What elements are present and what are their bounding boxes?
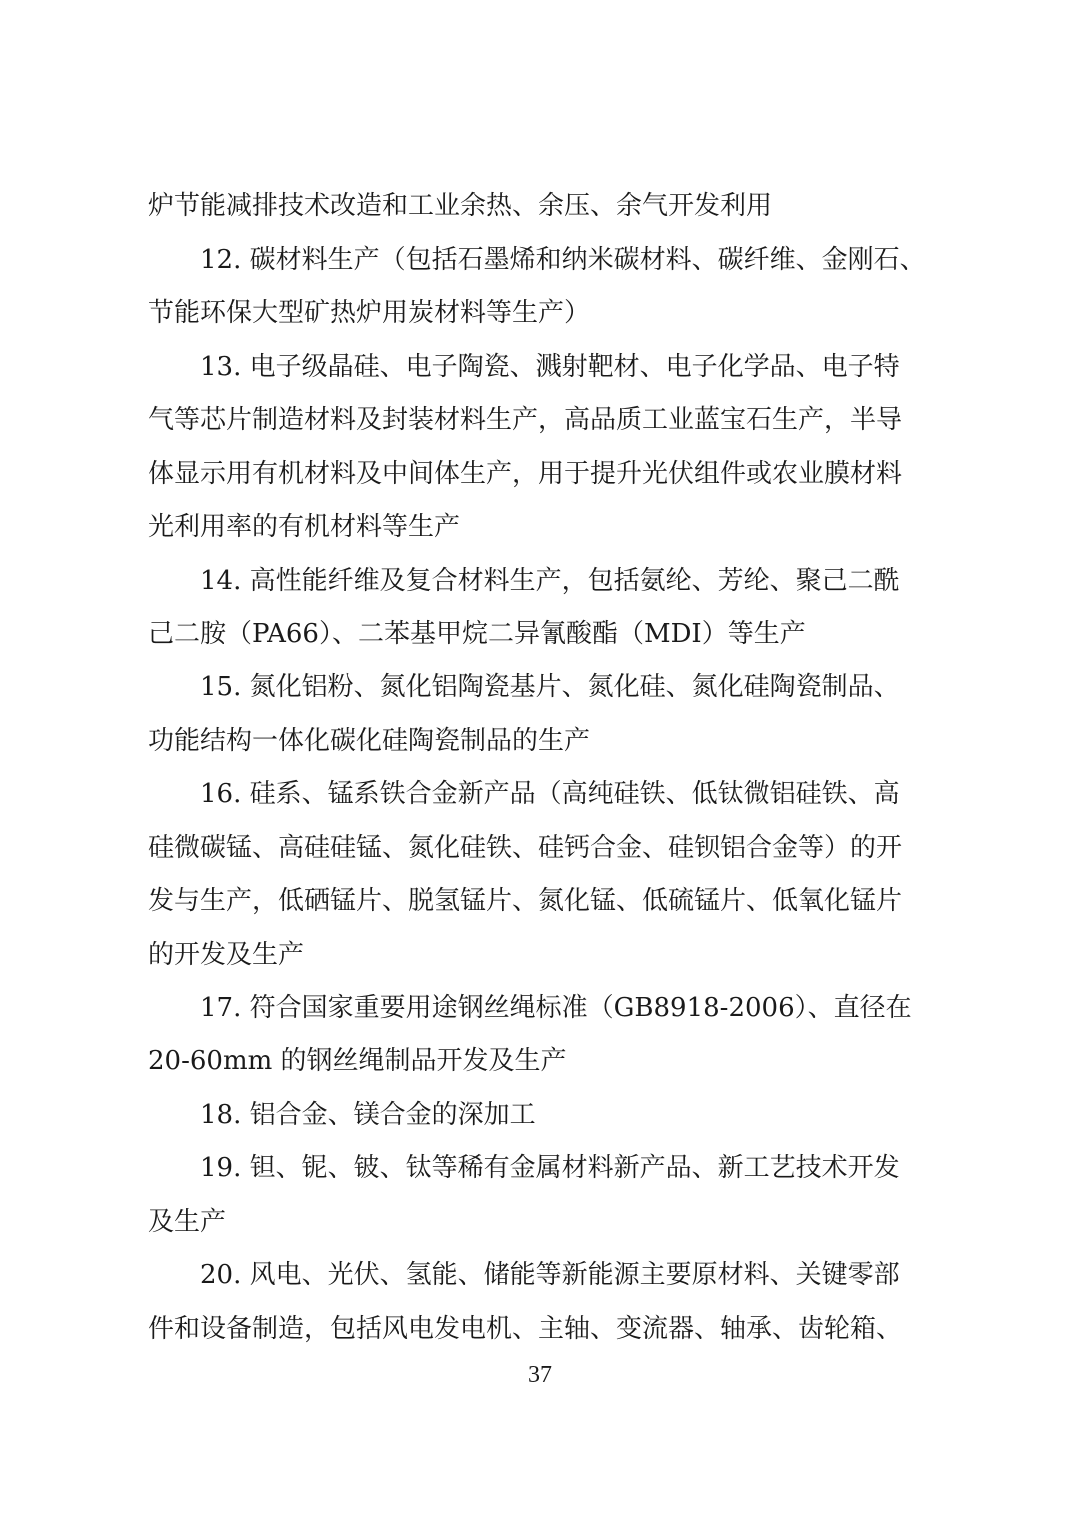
text-line: 炉节能减排技术改造和工业余热、余压、余气开发利用: [148, 191, 773, 221]
text-line: 13. 电子级晶硅、电子陶瓷、溅射靶材、电子化学品、电子特: [200, 352, 900, 382]
text-line: 件和设备制造，包括风电发电机、主轴、变流器、轴承、齿轮箱、: [148, 1314, 903, 1344]
text-line: 16. 硅系、锰系铁合金新产品（高纯硅铁、低钛微铝硅铁、高: [200, 779, 900, 809]
text-line: 发与生产，低硒锰片、脱氢锰片、氮化锰、低硫锰片、低氧化锰片: [148, 886, 903, 916]
text-line: 12. 碳材料生产（包括石墨烯和纳米碳材料、碳纤维、金刚石、: [200, 245, 926, 275]
text-line: 17. 符合国家重要用途钢丝绳标准（GB8918-2006）、直径在: [200, 993, 912, 1023]
text-line: 15. 氮化铝粉、氮化铝陶瓷基片、氮化硅、氮化硅陶瓷制品、: [200, 672, 900, 702]
text-line: 硅微碳锰、高硅硅锰、氮化硅铁、硅钙合金、硅钡铝合金等）的开: [148, 833, 903, 863]
text-line: 20. 风电、光伏、氢能、储能等新能源主要原材料、关键零部: [200, 1260, 900, 1290]
text-line: 光利用率的有机材料等生产: [148, 512, 461, 542]
text-line: 的开发及生产: [148, 940, 305, 970]
text-line: 节能环保大型矿热炉用炭材料等生产）: [148, 298, 591, 328]
text-line: 及生产: [148, 1207, 227, 1237]
page-number: 37: [528, 1362, 552, 1388]
text-line: 18. 铝合金、镁合金的深加工: [200, 1100, 536, 1130]
text-line: 体显示用有机材料及中间体生产，用于提升光伏组件或农业膜材料: [148, 459, 903, 489]
text-line: 功能结构一体化碳化硅陶瓷制品的生产: [148, 726, 591, 756]
text-line: 20-60mm 的钢丝绳制品开发及生产: [148, 1046, 567, 1076]
text-line: 14. 高性能纤维及复合材料生产，包括氨纶、芳纶、聚己二酰: [200, 566, 900, 596]
text-line: 己二胺（PA66）、二苯基甲烷二异氰酸酯（MDI）等生产: [148, 619, 806, 649]
text-line: 气等芯片制造材料及封装材料生产，高品质工业蓝宝石生产，半导: [148, 405, 903, 435]
text-line: 19. 钽、铌、铍、钛等稀有金属材料新产品、新工艺技术开发: [200, 1153, 900, 1183]
